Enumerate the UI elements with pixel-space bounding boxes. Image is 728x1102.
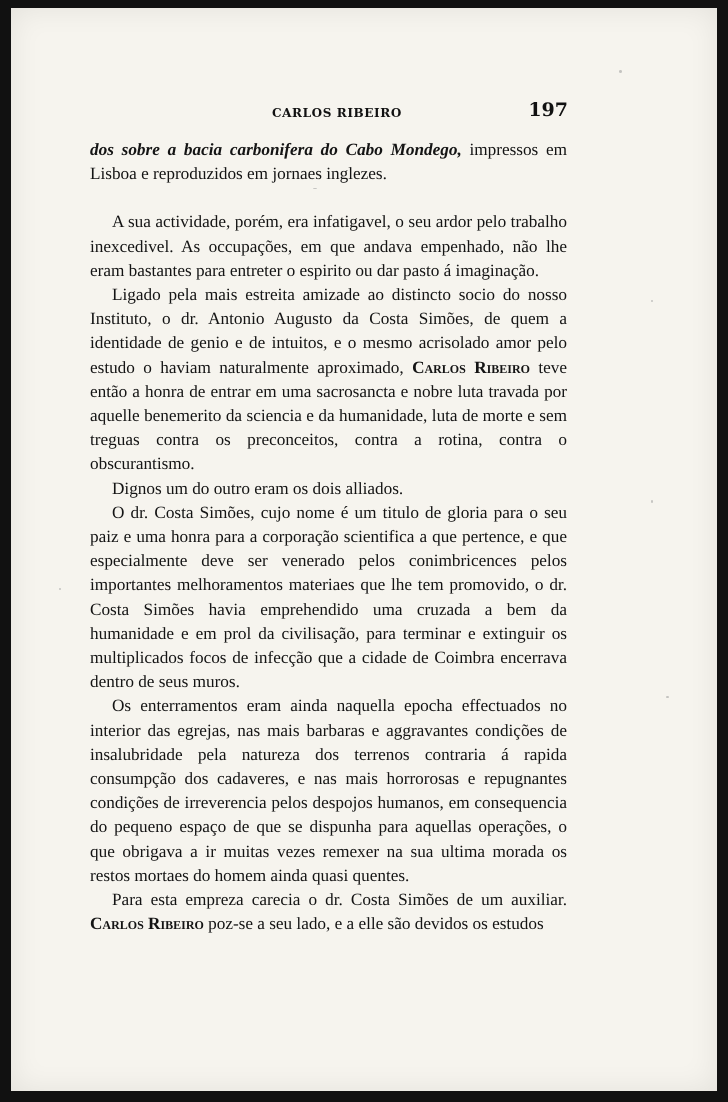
paragraph-text: poz-se a seu lado, e a elle são devidos os estudos xyxy=(203,914,544,934)
paragraph: Dignos um do outro eram os dois alliados. xyxy=(112,478,404,498)
paragraph-text: teve então a honra de entrar em uma sacrosancta e nobre luta travada por aquelle benemerito da sciencia e da humanidade, luta de morte e sem treguas contra os preconceitos, contra a rotina, contra o obscurantismo. xyxy=(90,357,567,474)
body-text xyxy=(90,138,567,937)
running-title: CARLOS RIBEIRO xyxy=(272,106,402,120)
paragraph-text: Ligado pela mais estreita amizade ao distincto socio do nosso Instituto, o dr. Antonio Augusto da Costa Simões, de quem a identidade de genio e de intuitos, e o mesmo acrisolado amor pelo estudo o haviam naturalmente aproximado, xyxy=(90,285,567,377)
paragraph: O dr. Costa Simões, cujo nome é um titulo de gloria para o seu paiz e uma honra para a corporação scientifica a que pertence, e que especialmente deve ser venerado pelos conimbricences pelos importantes melhoramentos materiaes que lhe tem promovido, o dr. Costa Simões havia emprehendido uma cruzada a bem da humanidade e em prol da civilisação, para terminar e extinguir os multiplicados focos de infecção que a cidade de Coimbra encerrava dentro de seus muros. xyxy=(90,502,567,692)
page-number: 197 xyxy=(528,99,568,121)
paragraph xyxy=(90,283,567,477)
paper-speck xyxy=(666,696,669,698)
paragraph xyxy=(90,888,567,936)
italic-title: dos sobre a bacia carbonifera do Cabo Mondego, xyxy=(90,140,462,159)
name-small-caps: Carlos Ribeiro xyxy=(412,357,530,377)
running-header xyxy=(90,101,570,121)
paper-speck xyxy=(651,300,653,302)
paragraph-text: Para esta empreza carecia o dr. Costa Simões de um auxiliar. xyxy=(112,890,567,910)
paragraph: A sua actividade, porém, era infatigavel, o seu ardor pelo trabalho inexcedivel. As occupações, em que andava empenhado, não lhe eram bastantes para entreter o espirito ou dar pasto á imaginação. xyxy=(90,212,567,280)
book-page xyxy=(11,8,717,1091)
paper-speck xyxy=(59,588,61,590)
paper-speck xyxy=(651,500,653,503)
name-small-caps: Carlos Ribeiro xyxy=(90,914,204,934)
paragraph-text: impressos em Lisboa e reproduzidos em jornaes inglezes. xyxy=(90,140,567,184)
paragraph: Os enterramentos eram ainda naquella epocha effectuados no interior das egrejas, nas mais barbaras e aggravantes condições de insalubridade pela natureza dos terrenos contraria á rapida consumpção dos cadaveres, e nas mais horrorosas e repugnantes condições de irreverencia pelos despojos humanos, em consequencia do pequeno espaço de que se dispunha para aquellas operações, o que obrigava a ir muitas vezes remexer na sua ultima morada os restos mortaes do homem ainda quasi quentes. xyxy=(90,696,567,885)
paragraph-continuation xyxy=(90,138,567,186)
paper-speck xyxy=(619,70,622,73)
